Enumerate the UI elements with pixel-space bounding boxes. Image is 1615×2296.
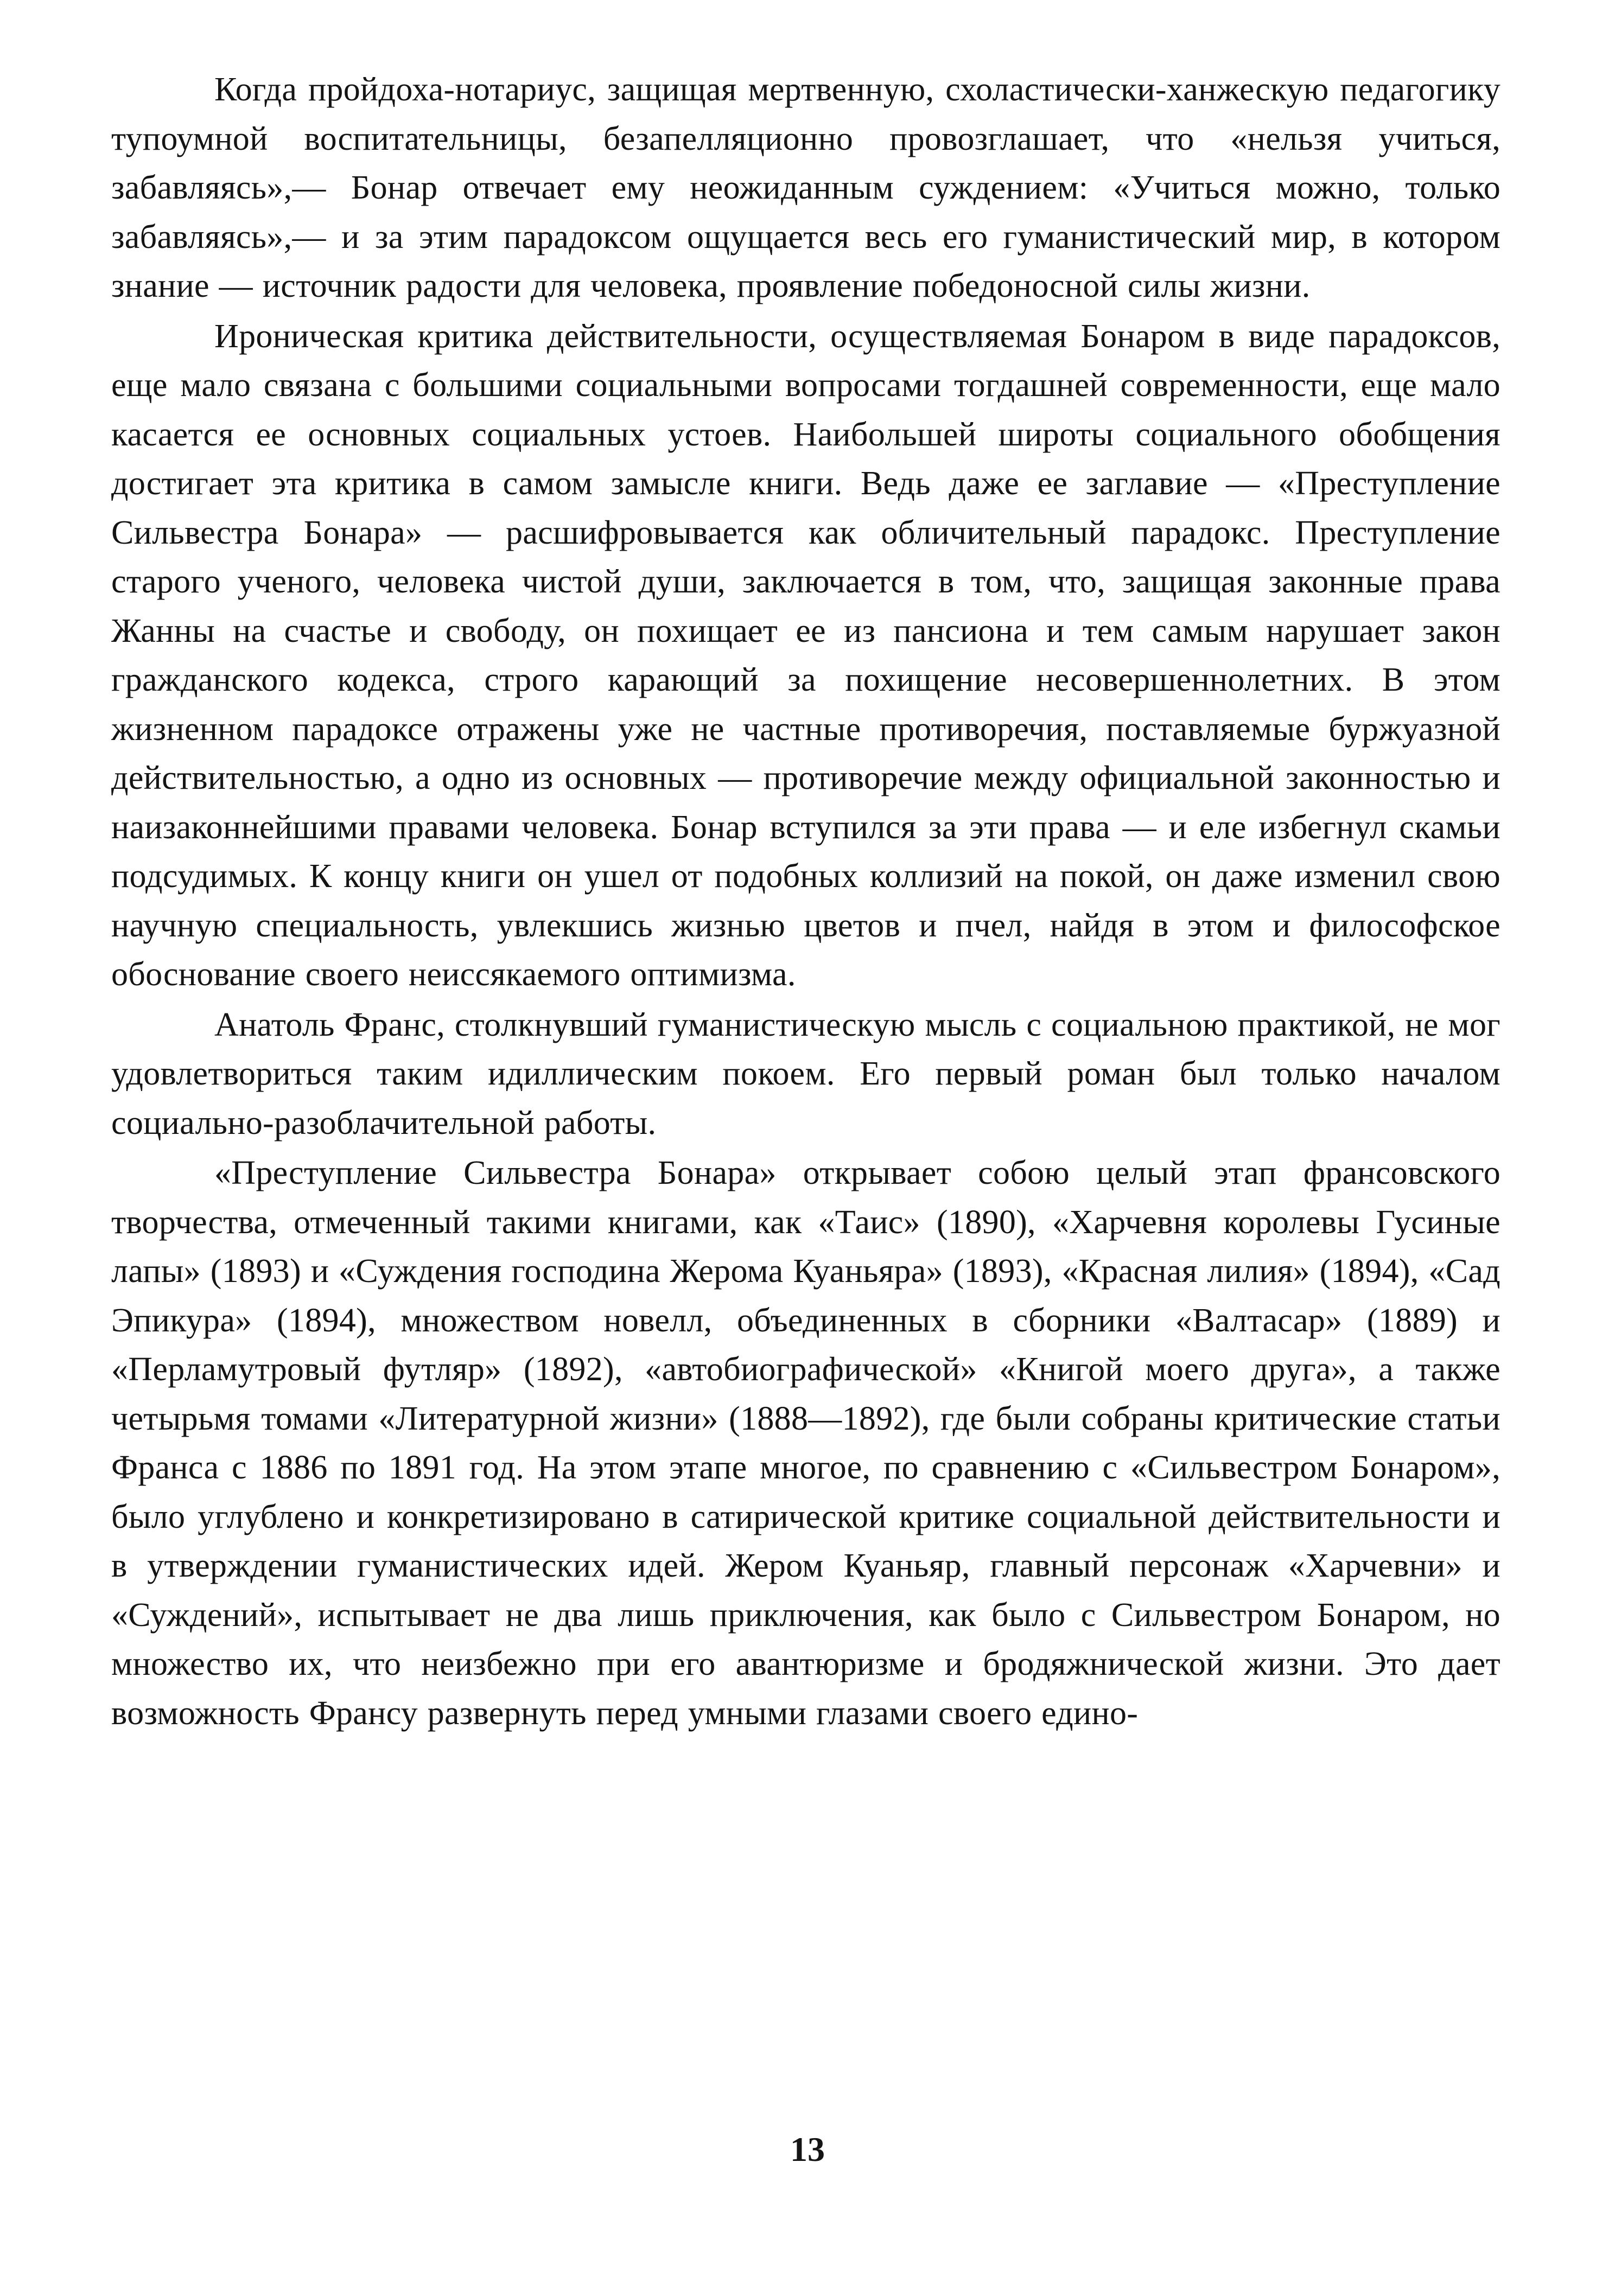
page-number: 13 <box>790 2130 825 2169</box>
paragraph-3: Анатоль Франс, столкнувший гуманистическую мысль с социальною практикой, не мог удовлетвориться таким идиллическим покоем. Его первый роман был только началом социально-разоблачительной работы. <box>111 1006 1500 1141</box>
page-body <box>111 65 1500 2214</box>
paragraph-1: Когда пройдоха-нотариус, защищая мертвенную, схоластически-ханжескую педагогику тупоумной воспитательницы, безапелляционно провозглашает, что «нельзя учиться, забавляясь»,— Бонар отвечает ему неожиданным суждением: «Учиться можно, только забавляясь»,— и за этим парадоксом ощущается весь его гуманистический мир, в котором знание — источник радости для человека, проявление победоносной силы жизни. <box>111 71 1500 304</box>
paragraph-4: «Преступление Сильвестра Бонара» открывает собою целый этап франсовского творчества, отмеченный такими книгами, как «Таис» (1890), «Харчевня королевы Гусиные лапы» (1893) и «Суждения господина Жерома Куаньяра» (1893), «Красная лилия» (1894), «Сад Эпикура» (1894), множеством новелл, объединенных в сборники «Валтасар» (1889) и «Перламутровый футляр» (1892), «автобиографической» «Книгой моего друга», а также четырьмя томами «Литературной жизни» (1888—1892), где были собраны критические статьи Франса с 1886 по 1891 год. На этом этапе многое, по сравнению с «Сильвестром Бонаром», было углублено и конкретизировано в сатирической критике социальной действительности и в утверждении гуманистических идей. Жером Куаньяр, главный персонаж «Харчевни» и «Суждений», испытывает не два лишь приключения, как было с Сильвестром Бонаром, но множество их, что неизбежно при его авантюризме и бродяжнической жизни. Это дает возможность Франсу развернуть перед умными глазами своего едино- <box>111 1155 1500 1732</box>
paragraph-2: Ироническая критика действительности, осуществляемая Бонаром в виде парадоксов, еще мало связана с большими социальными вопросами тогдашней современности, еще мало касается ее основных социальных устоев. Наибольшей широты социального обобщения достигает эта критика в самом замысле книги. Ведь даже ее заглавие — «Преступление Сильвестра Бонара» — расшифровывается как обличительный парадокс. Преступление старого ученого, человека чистой души, заключается в том, что, защищая законные права Жанны на счастье и свободу, он похищает ее из пансиона и тем самым нарушает закон гражданского кодекса, строго карающий за похищение несовершеннолетних. В этом жизненном парадоксе отражены уже не частные противоречия, поставляемые буржуазной действительностью, а одно из основных — противоречие между официальной законностью и наизаконнейшими правами человека. Бонар вступился за эти права — и еле избегнул скамьи подсудимых. К концу книги он ушел от подобных коллизий на покой, он даже изменил свою научную специальность, увлекшись жизнью цветов и пчел, найдя в этом и философское обоснование своего неиссякаемого оптимизма. <box>111 317 1500 993</box>
